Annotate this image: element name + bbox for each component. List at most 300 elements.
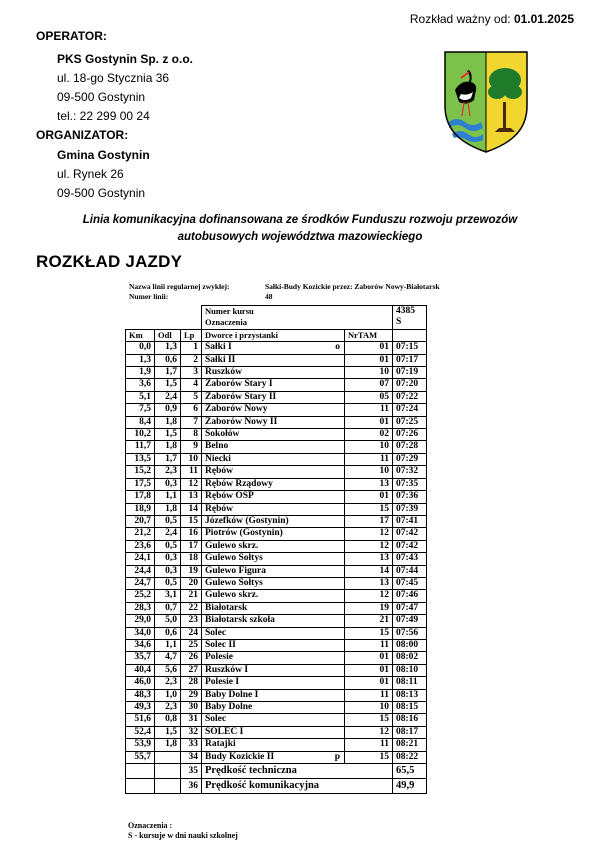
cell-stop xyxy=(202,664,345,676)
stop-name: Zaborów Stary I xyxy=(205,379,273,390)
cell-odl: 1,8 xyxy=(155,441,181,453)
course-designation: S xyxy=(393,317,427,329)
table-row xyxy=(126,528,427,540)
table-row xyxy=(126,553,427,565)
cell-odl: 5,6 xyxy=(155,664,181,676)
designations-label: Oznaczenia xyxy=(202,317,393,329)
stop-name: Rębów xyxy=(205,503,233,514)
table-row xyxy=(126,714,427,726)
col-stops: Dworce i przystanki xyxy=(202,329,345,341)
table-row xyxy=(126,565,427,577)
validity-label: Rozkład ważny od: xyxy=(409,12,511,26)
page-title: ROZKŁAD JAZDY xyxy=(36,252,183,271)
cell-lp: 28 xyxy=(181,677,202,689)
cell-km: 34,0 xyxy=(126,627,155,639)
cell-lp: 19 xyxy=(181,565,202,577)
cell-odl xyxy=(155,751,181,763)
cell-km: 24,4 xyxy=(126,565,155,577)
stop-name: Sałki II xyxy=(205,354,236,365)
table-row xyxy=(126,602,427,614)
cell-stop xyxy=(202,553,345,565)
stop-flag: o xyxy=(335,342,340,353)
cell-odl: 0,3 xyxy=(155,553,181,565)
cell-nrtam: 05 xyxy=(345,391,393,403)
cell-km: 3,6 xyxy=(126,379,155,391)
speed-lp: 35 xyxy=(181,764,202,779)
cell-stop xyxy=(202,726,345,738)
cell-stop xyxy=(202,689,345,701)
cell-time: 07:42 xyxy=(393,528,427,540)
cell-nrtam: 10 xyxy=(345,367,393,379)
cell-lp: 26 xyxy=(181,652,202,664)
col-lp: Lp xyxy=(181,329,202,341)
stop-name: Gulewo Sołtys xyxy=(205,577,263,588)
cell-time: 07:15 xyxy=(393,342,427,354)
cell-stop xyxy=(202,466,345,478)
cell-time: 07:19 xyxy=(393,367,427,379)
footnote-text: S - kursuje w dni nauki szkolnej xyxy=(128,831,238,840)
stop-name: Gulewo Figura xyxy=(205,565,266,576)
cell-odl: 0,5 xyxy=(155,577,181,589)
cell-time: 08:11 xyxy=(393,677,427,689)
cell-time: 07:29 xyxy=(393,453,427,465)
cell-nrtam: 19 xyxy=(345,602,393,614)
cell-nrtam: 11 xyxy=(345,404,393,416)
speed-label: Prędkość komunikacyjna xyxy=(202,779,393,794)
table-row xyxy=(126,615,427,627)
cell-stop xyxy=(202,602,345,614)
cell-lp: 27 xyxy=(181,664,202,676)
stop-name: Rębów OSP xyxy=(205,491,254,502)
cell-km: 10,2 xyxy=(126,429,155,441)
stop-name: Sokołów xyxy=(205,429,240,440)
table-row xyxy=(126,689,427,701)
column-header-row xyxy=(126,329,427,341)
cell-nrtam: 12 xyxy=(345,540,393,552)
cell-stop xyxy=(202,503,345,515)
validity-value: 01.01.2025 xyxy=(513,12,574,26)
cell-nrtam: 15 xyxy=(345,503,393,515)
table-row xyxy=(126,664,427,676)
cell-nrtam: 10 xyxy=(345,466,393,478)
cell-stop xyxy=(202,615,345,627)
cell-odl: 1,5 xyxy=(155,429,181,441)
cell-odl: 1,7 xyxy=(155,453,181,465)
cell-km: 7,5 xyxy=(126,404,155,416)
cell-odl: 1,8 xyxy=(155,416,181,428)
cell-time: 08:16 xyxy=(393,714,427,726)
cell-lp: 29 xyxy=(181,689,202,701)
cell-nrtam: 01 xyxy=(345,416,393,428)
cell-time: 07:47 xyxy=(393,602,427,614)
stop-name: Niecki xyxy=(205,453,231,464)
cell-time: 07:35 xyxy=(393,478,427,490)
cell-time: 07:46 xyxy=(393,590,427,602)
course-number-row xyxy=(126,306,427,318)
stop-name: Belno xyxy=(205,441,229,452)
cell-km: 51,6 xyxy=(126,714,155,726)
speed-label: Prędkość techniczna xyxy=(202,764,393,779)
cell-lp: 17 xyxy=(181,540,202,552)
cell-nrtam: 17 xyxy=(345,515,393,527)
cell-nrtam: 13 xyxy=(345,553,393,565)
speed-value: 49,9 xyxy=(393,779,427,794)
stop-name: Baby Dolne I xyxy=(205,689,259,700)
cell-odl: 1,8 xyxy=(155,739,181,751)
cell-lp: 33 xyxy=(181,739,202,751)
funding-line-1: Linia komunikacyjna dofinansowana ze środków Funduszu rozwoju przewozów xyxy=(82,214,518,226)
cell-odl: 1,7 xyxy=(155,367,181,379)
table-row xyxy=(126,540,427,552)
cell-time: 08:15 xyxy=(393,702,427,714)
cell-stop xyxy=(202,342,345,354)
cell-time: 07:32 xyxy=(393,466,427,478)
cell-lp: 8 xyxy=(181,429,202,441)
cell-lp: 18 xyxy=(181,553,202,565)
stop-name: Ruszków I xyxy=(205,664,249,675)
cell-time: 07:49 xyxy=(393,615,427,627)
stop-name: Józefków (Gostynin) xyxy=(205,515,289,526)
cell-odl: 3,1 xyxy=(155,590,181,602)
cell-odl: 1,3 xyxy=(155,342,181,354)
cell-stop xyxy=(202,354,345,366)
cell-stop xyxy=(202,528,345,540)
cell-odl: 0,6 xyxy=(155,354,181,366)
col-km: Km xyxy=(126,329,155,341)
timetable xyxy=(125,305,427,794)
stop-name: Gulewo skrz. xyxy=(205,590,259,601)
cell-km: 35,7 xyxy=(126,652,155,664)
cell-nrtam: 12 xyxy=(345,590,393,602)
col-odl: Odl xyxy=(155,329,181,341)
cell-time: 07:26 xyxy=(393,429,427,441)
organizer-city: 09-500 Gostynin xyxy=(57,186,146,200)
operator-block xyxy=(57,50,193,126)
cell-km: 40,4 xyxy=(126,664,155,676)
stop-name: Sałki I xyxy=(205,342,232,353)
cell-stop xyxy=(202,404,345,416)
cell-km: 15,2 xyxy=(126,466,155,478)
cell-lp: 25 xyxy=(181,639,202,651)
cell-km: 48,3 xyxy=(126,689,155,701)
cell-lp: 13 xyxy=(181,491,202,503)
cell-km: 24,7 xyxy=(126,577,155,589)
cell-odl: 1,8 xyxy=(155,503,181,515)
operator-city: 09-500 Gostynin xyxy=(57,90,146,104)
stop-name: Zaborów Nowy II xyxy=(205,416,278,427)
cell-time: 07:22 xyxy=(393,391,427,403)
stop-name: Zaborów Stary II xyxy=(205,391,277,402)
table-row xyxy=(126,702,427,714)
cell-odl: 2,3 xyxy=(155,702,181,714)
table-row xyxy=(126,590,427,602)
cell-stop xyxy=(202,702,345,714)
footnote xyxy=(128,821,238,841)
course-label: Numer kursu xyxy=(202,306,393,318)
cell-km: 5,1 xyxy=(126,391,155,403)
cell-stop xyxy=(202,590,345,602)
cell-km: 21,2 xyxy=(126,528,155,540)
cell-odl: 2,4 xyxy=(155,528,181,540)
stop-name: Polesie xyxy=(205,652,233,663)
table-row xyxy=(126,354,427,366)
table-row xyxy=(126,677,427,689)
course-number: 4385 xyxy=(393,306,427,318)
cell-odl: 2,3 xyxy=(155,677,181,689)
designation-row xyxy=(126,317,427,329)
cell-lp: 9 xyxy=(181,441,202,453)
cell-lp: 6 xyxy=(181,404,202,416)
cell-km: 20,7 xyxy=(126,515,155,527)
table-row xyxy=(126,739,427,751)
cell-stop xyxy=(202,540,345,552)
stop-name: Budy Kozickie II xyxy=(205,751,275,762)
empty-cell xyxy=(155,779,181,794)
cell-km: 8,4 xyxy=(126,416,155,428)
cell-time: 07:25 xyxy=(393,416,427,428)
cell-lp: 31 xyxy=(181,714,202,726)
table-row xyxy=(126,652,427,664)
cell-stop xyxy=(202,367,345,379)
cell-odl: 0,3 xyxy=(155,478,181,490)
table-row xyxy=(126,639,427,651)
cell-lp: 21 xyxy=(181,590,202,602)
cell-km: 52,4 xyxy=(126,726,155,738)
cell-km: 46,0 xyxy=(126,677,155,689)
cell-time: 08:22 xyxy=(393,751,427,763)
table-row xyxy=(126,379,427,391)
stop-name: SOLEC I xyxy=(205,726,244,737)
cell-lp: 4 xyxy=(181,379,202,391)
cell-nrtam: 21 xyxy=(345,615,393,627)
empty-cell xyxy=(126,779,155,794)
cell-nrtam: 12 xyxy=(345,528,393,540)
cell-km: 29,0 xyxy=(126,615,155,627)
cell-lp: 16 xyxy=(181,528,202,540)
cell-nrtam: 01 xyxy=(345,354,393,366)
cell-odl: 0,6 xyxy=(155,627,181,639)
cell-lp: 11 xyxy=(181,466,202,478)
table-row xyxy=(126,503,427,515)
cell-km: 28,3 xyxy=(126,602,155,614)
cell-nrtam: 12 xyxy=(345,726,393,738)
cell-lp: 32 xyxy=(181,726,202,738)
cell-nrtam: 01 xyxy=(345,652,393,664)
coat-of-arms-icon xyxy=(443,50,529,154)
table-row xyxy=(126,404,427,416)
cell-nrtam: 13 xyxy=(345,478,393,490)
footnote-heading: Oznaczenia : xyxy=(128,821,173,830)
cell-time: 08:17 xyxy=(393,726,427,738)
cell-km: 24,1 xyxy=(126,553,155,565)
stop-name: Ruszków xyxy=(205,367,242,378)
comm-speed-row xyxy=(126,779,427,794)
cell-lp: 15 xyxy=(181,515,202,527)
table-row xyxy=(126,367,427,379)
cell-time: 07:20 xyxy=(393,379,427,391)
cell-lp: 3 xyxy=(181,367,202,379)
speed-value: 65,5 xyxy=(393,764,427,779)
table-row xyxy=(126,429,427,441)
cell-km: 13,5 xyxy=(126,453,155,465)
table-row xyxy=(126,416,427,428)
stop-name: Zaborów Nowy xyxy=(205,404,268,415)
organizer-heading: ORGANIZATOR: xyxy=(36,128,129,142)
table-row xyxy=(126,391,427,403)
cell-stop xyxy=(202,639,345,651)
cell-stop xyxy=(202,391,345,403)
cell-lp: 14 xyxy=(181,503,202,515)
table-row xyxy=(126,491,427,503)
cell-stop xyxy=(202,565,345,577)
stop-name: Gulewo Sołtys xyxy=(205,553,263,564)
cell-nrtam: 01 xyxy=(345,491,393,503)
cell-odl: 4,7 xyxy=(155,652,181,664)
stop-name: Ratajki xyxy=(205,739,236,750)
cell-odl: 1,5 xyxy=(155,379,181,391)
cell-odl: 0,7 xyxy=(155,602,181,614)
empty-cell xyxy=(155,764,181,779)
cell-km: 55,7 xyxy=(126,751,155,763)
stop-name: Piotrów (Gostynin) xyxy=(205,528,283,539)
stop-name: Rębów Rządowy xyxy=(205,478,273,489)
operator-street: ul. 18-go Stycznia 36 xyxy=(57,71,170,85)
cell-odl: 0,3 xyxy=(155,565,181,577)
cell-lp: 10 xyxy=(181,453,202,465)
cell-time: 07:56 xyxy=(393,627,427,639)
stop-name: Solec xyxy=(205,627,227,638)
cell-nrtam: 15 xyxy=(345,714,393,726)
cell-km: 25,2 xyxy=(126,590,155,602)
cell-stop xyxy=(202,416,345,428)
cell-nrtam: 07 xyxy=(345,379,393,391)
cell-time: 07:17 xyxy=(393,354,427,366)
cell-stop xyxy=(202,491,345,503)
cell-nrtam: 11 xyxy=(345,739,393,751)
cell-stop xyxy=(202,379,345,391)
cell-km: 34,6 xyxy=(126,639,155,651)
cell-odl: 5,0 xyxy=(155,615,181,627)
cell-time: 08:21 xyxy=(393,739,427,751)
cell-nrtam: 15 xyxy=(345,751,393,763)
table-row xyxy=(126,627,427,639)
table-row xyxy=(126,478,427,490)
cell-nrtam: 10 xyxy=(345,441,393,453)
cell-lp: 34 xyxy=(181,751,202,763)
operator-name: PKS Gostynin Sp. z o.o. xyxy=(57,52,194,66)
cell-stop xyxy=(202,453,345,465)
cell-odl: 0,5 xyxy=(155,540,181,552)
cell-time: 07:28 xyxy=(393,441,427,453)
stop-name: Rębów xyxy=(205,466,233,477)
organizer-name: Gmina Gostynin xyxy=(57,148,150,162)
cell-lp: 24 xyxy=(181,627,202,639)
stop-flag: p xyxy=(334,751,340,762)
cell-odl: 1,0 xyxy=(155,689,181,701)
cell-odl: 2,4 xyxy=(155,391,181,403)
table-row xyxy=(126,577,427,589)
cell-odl: 2,3 xyxy=(155,466,181,478)
cell-odl: 0,8 xyxy=(155,714,181,726)
cell-stop xyxy=(202,714,345,726)
cell-odl: 1,1 xyxy=(155,491,181,503)
cell-km: 53,9 xyxy=(126,739,155,751)
operator-phone: tel.: 22 299 00 24 xyxy=(57,109,150,123)
cell-lp: 5 xyxy=(181,391,202,403)
organizer-block xyxy=(57,146,150,203)
cell-stop xyxy=(202,652,345,664)
cell-nrtam: 11 xyxy=(345,689,393,701)
funding-note xyxy=(40,212,560,246)
col-nrtam: NrTAM xyxy=(345,329,393,341)
cell-stop xyxy=(202,677,345,689)
cell-time: 08:10 xyxy=(393,664,427,676)
col-time xyxy=(393,329,427,341)
cell-lp: 7 xyxy=(181,416,202,428)
cell-km: 0,0 xyxy=(126,342,155,354)
cell-odl: 0,5 xyxy=(155,515,181,527)
cell-stop xyxy=(202,739,345,751)
cell-nrtam: 14 xyxy=(345,565,393,577)
cell-km: 17,5 xyxy=(126,478,155,490)
stop-name: Polesie I xyxy=(205,677,240,688)
cell-km: 1,3 xyxy=(126,354,155,366)
cell-lp: 1 xyxy=(181,342,202,354)
line-number-label: Numer linii: xyxy=(129,292,169,301)
cell-km: 18,9 xyxy=(126,503,155,515)
validity-date xyxy=(410,12,574,26)
cell-time: 07:44 xyxy=(393,565,427,577)
cell-nrtam: 02 xyxy=(345,429,393,441)
cell-nrtam: 01 xyxy=(345,664,393,676)
cell-time: 07:43 xyxy=(393,553,427,565)
cell-stop xyxy=(202,627,345,639)
line-number-value: 48 xyxy=(265,292,273,301)
cell-stop xyxy=(202,577,345,589)
cell-km: 17,8 xyxy=(126,491,155,503)
line-name-value: Sałki-Budy Kozickie przez: Zaborów Nowy-Białotarsk xyxy=(265,282,440,291)
cell-nrtam: 11 xyxy=(345,453,393,465)
cell-nrtam: 10 xyxy=(345,702,393,714)
cell-odl: 1,5 xyxy=(155,726,181,738)
operator-heading: OPERATOR: xyxy=(36,29,107,43)
cell-nrtam: 01 xyxy=(345,677,393,689)
cell-time: 08:00 xyxy=(393,639,427,651)
speed-lp: 36 xyxy=(181,779,202,794)
stop-name: Białotarsk szkoła xyxy=(205,615,275,626)
tech-speed-row xyxy=(126,764,427,779)
cell-km: 11,7 xyxy=(126,441,155,453)
cell-km: 49,3 xyxy=(126,702,155,714)
cell-time: 08:02 xyxy=(393,652,427,664)
cell-km: 23,6 xyxy=(126,540,155,552)
cell-km: 1,9 xyxy=(126,367,155,379)
cell-time: 07:45 xyxy=(393,577,427,589)
cell-nrtam: 15 xyxy=(345,627,393,639)
table-row xyxy=(126,726,427,738)
cell-stop xyxy=(202,441,345,453)
stop-name: Baby Dolne xyxy=(205,702,253,712)
cell-lp: 2 xyxy=(181,354,202,366)
stop-name: Solec xyxy=(205,714,227,725)
stop-name: Solec II xyxy=(205,639,236,650)
cell-time: 07:42 xyxy=(393,540,427,552)
cell-odl: 1,1 xyxy=(155,639,181,651)
cell-stop xyxy=(202,515,345,527)
table-row xyxy=(126,751,427,763)
cell-odl: 0,9 xyxy=(155,404,181,416)
cell-nrtam: 13 xyxy=(345,577,393,589)
